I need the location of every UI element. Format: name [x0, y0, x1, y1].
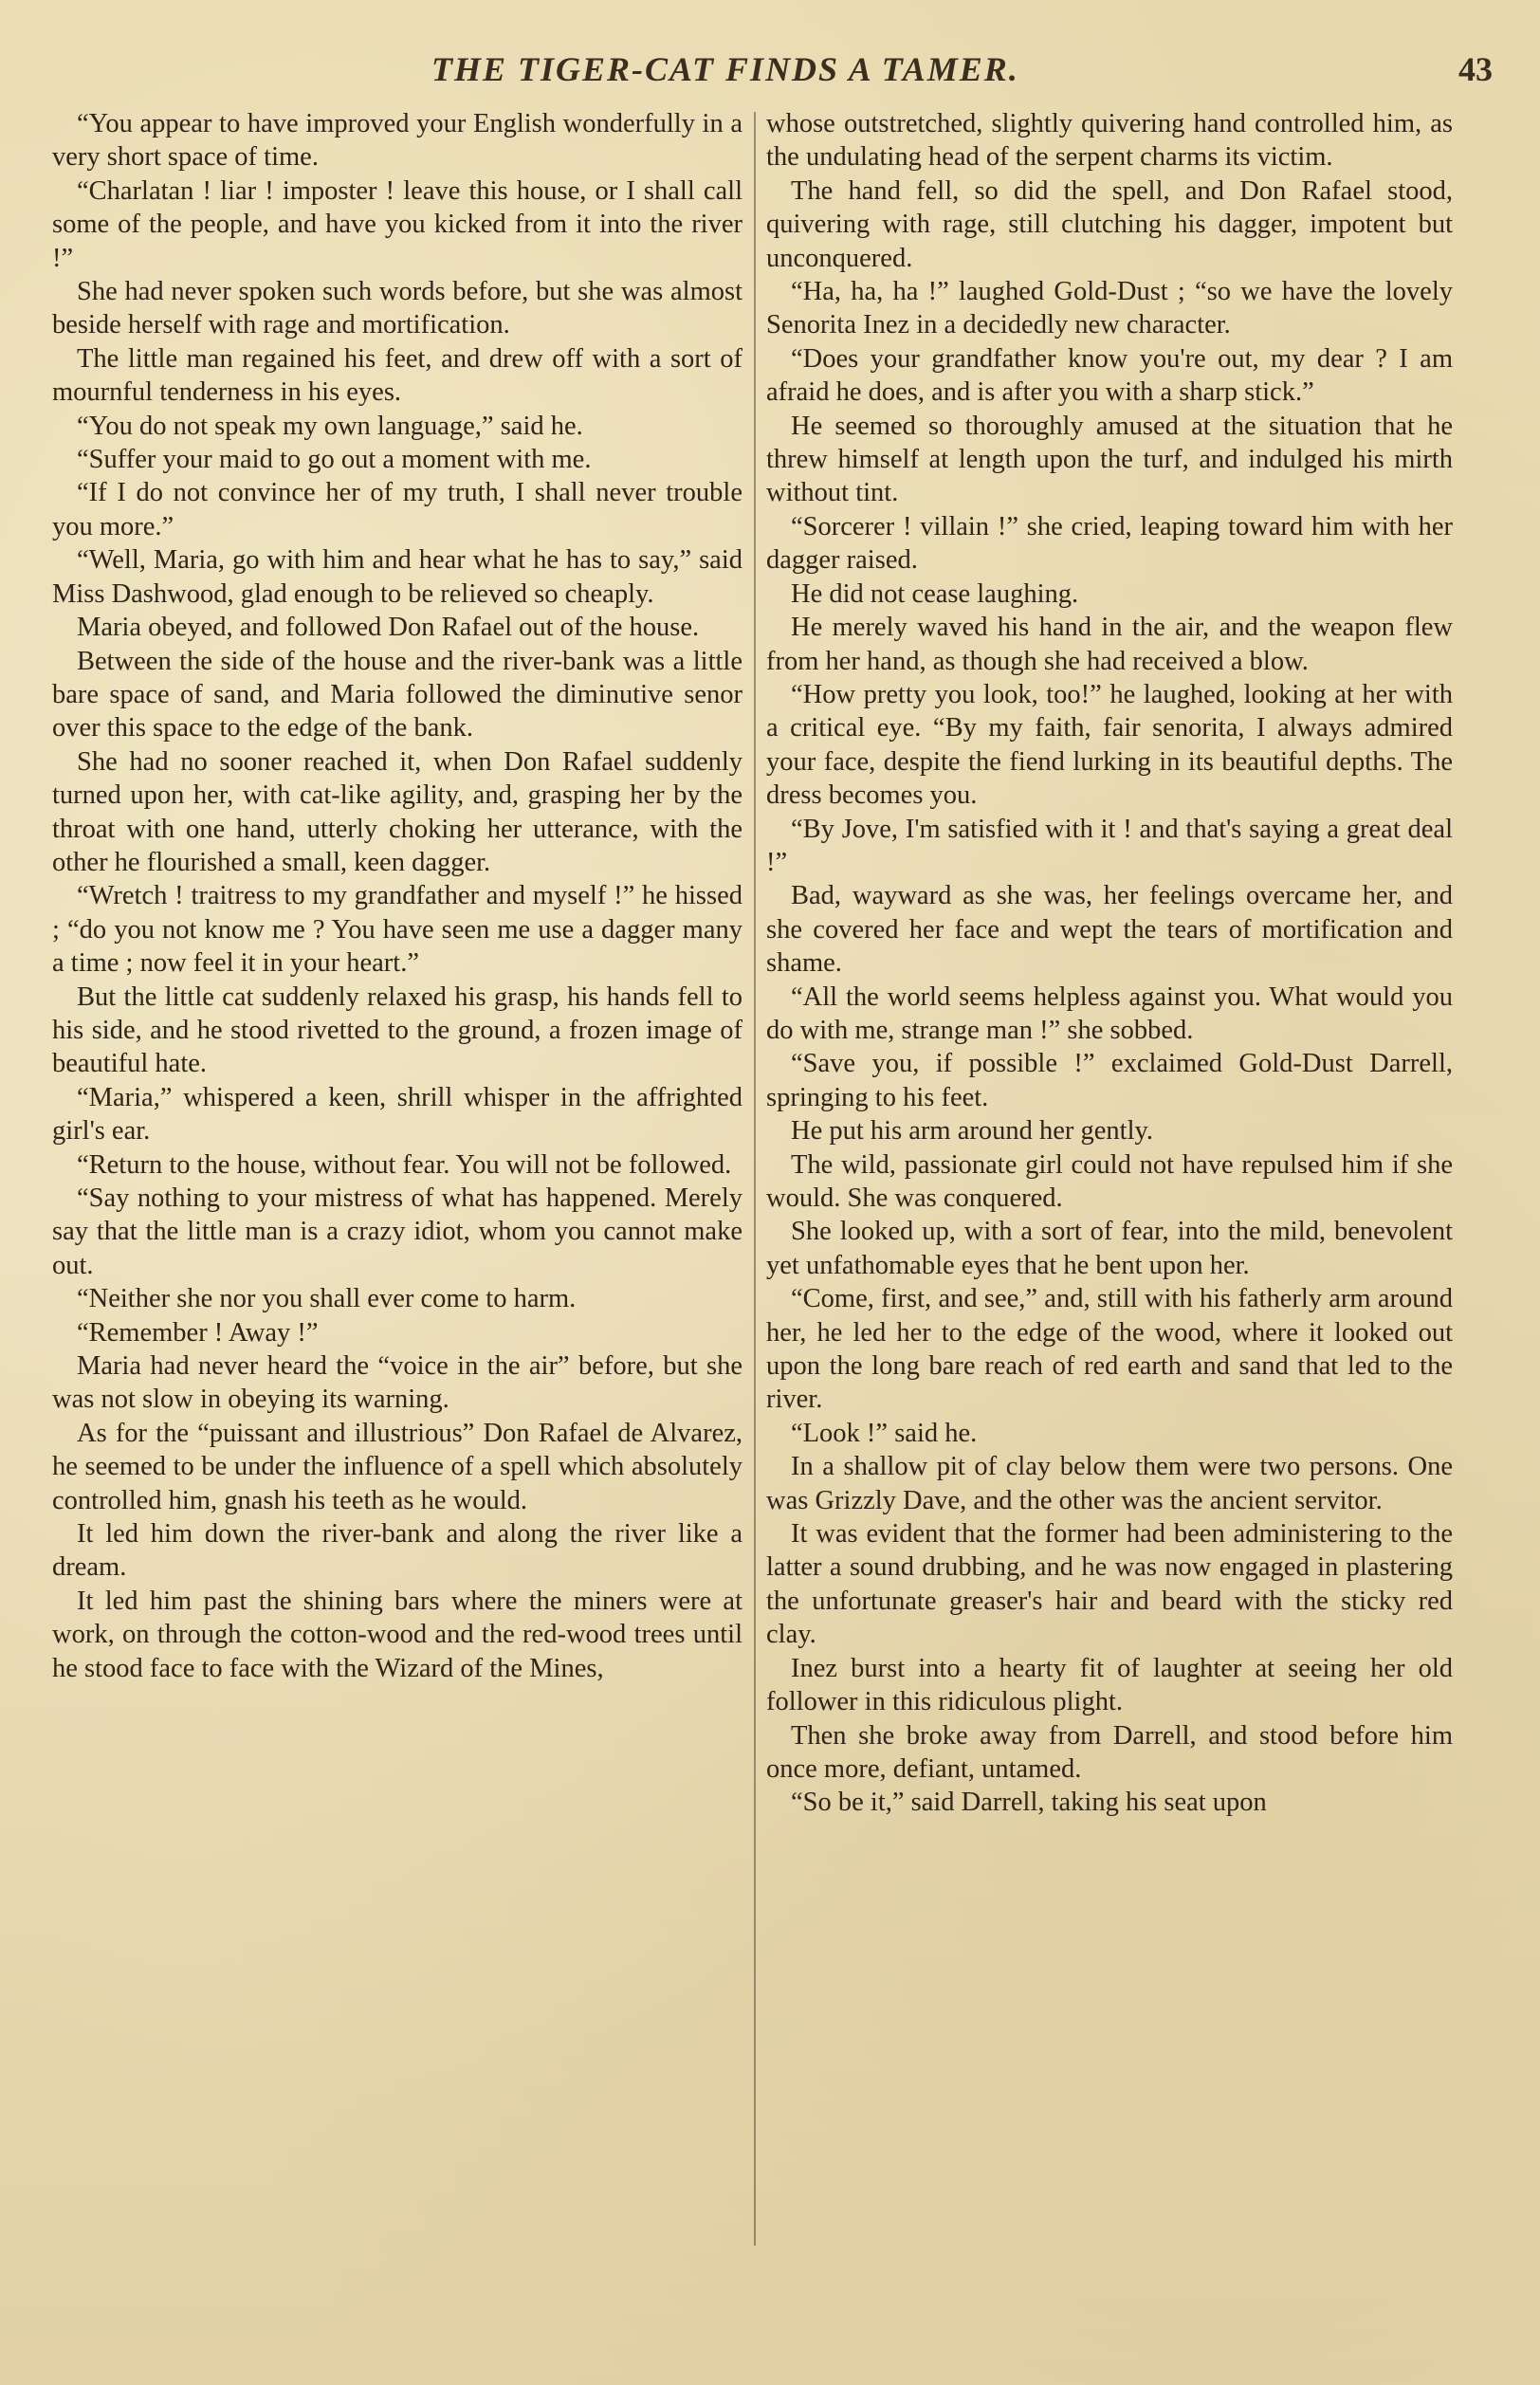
- paragraph: He did not cease laughing.: [791, 578, 1079, 609]
- paragraph: He merely waved his hand in the air, and the weapon flew from her hand, as though she had received a blow.: [766, 613, 1453, 676]
- paragraph: In a shallow pit of clay below them were two persons. One was Grizzly Dave, and the other was the ancient servitor.: [766, 1452, 1453, 1515]
- paragraph: “Does your grandfather know you're out, my dear ? I am afraid he does, and is after you with a sharp stick.”: [766, 343, 1453, 408]
- paragraph: “Sorcerer ! villain !” she cried, leaping toward him with her dagger raised.: [766, 511, 1453, 576]
- paragraph: As for the “puissant and illustrious” Don Rafael de Alvarez, he seemed to be under the influence of a spell which absolutely controlled him, gnash his teeth as he would.: [52, 1418, 742, 1515]
- paragraph: But the little cat suddenly relaxed his grasp, his hands fell to his side, and he stood rivetted to the ground, a frozen image of beautiful hate.: [52, 982, 742, 1079]
- paragraph: Inez burst into a hearty fit of laughter at seeing her old follower in this ridiculous plight.: [766, 1653, 1453, 1717]
- paragraph: Bad, wayward as she was, her feelings overcame her, and she covered her face and wept the tears of mortification and shame.: [766, 881, 1453, 979]
- left-column: [52, 107, 742, 1685]
- paragraph: The wild, passionate girl could not have repulsed him if she would. She was conquered.: [766, 1149, 1453, 1213]
- paragraph: “All the world seems helpless against you. What would you do with me, strange man !” she sobbed.: [766, 982, 1453, 1045]
- paragraph: “So be it,” said Darrell, taking his seat upon: [791, 1788, 1267, 1818]
- paragraph: “Return to the house, without fear. You will not be followed.: [77, 1149, 732, 1180]
- paragraph: It led him past the shining bars where the miners were at work, on through the cotton-wood and the red-wood trees until he stood face to face with the Wizard of the Mines,: [52, 1586, 742, 1683]
- paragraph: “You appear to have improved your English wonderfully in a very short space of time.: [52, 109, 742, 173]
- paragraph: “By Jove, I'm satisfied with it ! and that's saying a great deal !”: [766, 814, 1453, 877]
- paragraph: “Remember ! Away !”: [77, 1317, 319, 1348]
- paragraph: “How pretty you look, too!” he laughed, looking at her with a critical eye. “By my faith, fair senorita, I always admired your face, despite the fiend lurking in its beautiful depths. The dress becomes you.: [766, 679, 1453, 811]
- paragraph: “Well, Maria, go with him and hear what he has to say,” said Miss Dashwood, glad enough to be relieved so cheaply.: [52, 545, 742, 609]
- paragraph: He put his arm around her gently.: [791, 1116, 1154, 1147]
- paragraph: “Say nothing to your mistress of what has happened. Merely say that the little man is a crazy idiot, whom you cannot make out.: [52, 1183, 742, 1280]
- column-divider: [754, 112, 756, 2246]
- paragraph: It was evident that the former had been administering to the latter a sound drubbing, and he was now engaged in plastering the unfortunate greaser's hair and beard with the sticky red clay.: [766, 1519, 1453, 1650]
- paragraph: Then she broke away from Darrell, and stood before him once more, defiant, untamed.: [766, 1720, 1453, 1784]
- paragraph: “Maria,” whispered a keen, shrill whisper in the affrighted girl's ear.: [52, 1082, 742, 1147]
- paragraph: Maria had never heard the “voice in the air” before, but she was not slow in obeying its warning.: [52, 1351, 742, 1415]
- paragraph: “Save you, if possible !” exclaimed Gold-Dust Darrell, springing to his feet.: [766, 1049, 1453, 1112]
- running-head: THE TIGER-CAT FINDS A TAMER.: [431, 50, 1019, 88]
- page-header: [57, 49, 1493, 97]
- paragraph: Between the side of the house and the river-bank was a little bare space of sand, and Maria followed the diminutive senor over this space to the edge of the bank.: [52, 646, 742, 743]
- paragraph: “You do not speak my own language,” said he.: [77, 411, 583, 441]
- paragraph: “Look !” said he.: [791, 1418, 978, 1448]
- paragraph: “Come, first, and see,” and, still with his fatherly arm around her, he led her to the edge of the wood, where it looked out upon the long bare reach of red earth and sand that led to the river.: [766, 1284, 1453, 1415]
- paragraph: “Neither she nor you shall ever come to harm.: [77, 1284, 577, 1314]
- paragraph: “Wretch ! traitress to my grandfather and myself !” he hissed ; “do you not know me ? You have seen me use a dagger many a time ; now feel it in your heart.”: [52, 881, 742, 979]
- paragraph: “Ha, ha, ha !” laughed Gold-Dust ; “so we have the lovely Senorita Inez in a decidedly new character.: [766, 277, 1453, 340]
- paragraph: whose outstretched, slightly quivering hand controlled him, as the undulating head of the serpent charms its victim.: [766, 109, 1453, 173]
- right-column: [766, 107, 1453, 1820]
- paragraph: “Charlatan ! liar ! imposter ! leave this house, or I shall call some of the people, and have you kicked from it into the river !”: [52, 175, 742, 273]
- paragraph: “Suffer your maid to go out a moment with me.: [77, 445, 592, 475]
- paragraph: He seemed so thoroughly amused at the situation that he threw himself at length upon the turf, and indulged his mirth without tint.: [766, 411, 1453, 508]
- paragraph: Maria obeyed, and followed Don Rafael out of the house.: [77, 613, 700, 643]
- paragraph: It led him down the river-bank and along the river like a dream.: [52, 1519, 742, 1583]
- paragraph: She had never spoken such words before, but she was almost beside herself with rage and mortification.: [52, 277, 742, 340]
- paragraph: She had no sooner reached it, when Don Rafael suddenly turned upon her, with cat-like agility, and, grasping her by the throat with one hand, utterly choking her utterance, with the other he flourished a small, keen dagger.: [52, 746, 742, 877]
- paragraph: The hand fell, so did the spell, and Don Rafael stood, quivering with rage, still clutching his dagger, impotent but unconquered.: [766, 175, 1453, 273]
- paragraph: “If I do not convince her of my truth, I shall never trouble you more.”: [52, 478, 742, 541]
- paragraph: She looked up, with a sort of fear, into the mild, benevolent yet unfathomable eyes that he bent upon her.: [766, 1217, 1453, 1280]
- paragraph: The little man regained his feet, and drew off with a sort of mournful tenderness in his eyes.: [52, 343, 742, 408]
- page-number: 43: [1458, 50, 1493, 88]
